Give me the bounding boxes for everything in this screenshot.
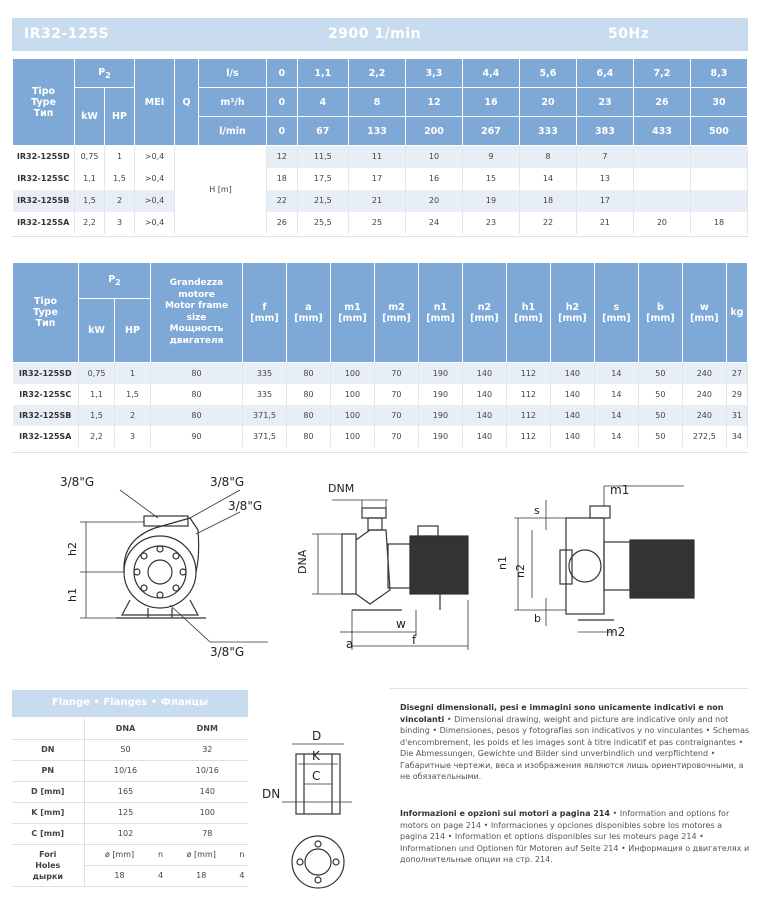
flow-lmin-1: 67	[297, 117, 348, 146]
flange-d-label: D	[312, 729, 322, 743]
table-row: IR32-125SC 1,1 1,5 >0,4 18 17,5 17 16 15 14 13	[13, 168, 748, 190]
col-kg: kg	[726, 263, 747, 363]
disclaimer-bold: Disegni dimensionali, pesi e immagini sono unicamente indicativi e non vincolanti	[400, 703, 724, 724]
f-label: f	[412, 633, 417, 647]
flow-m3h-1: 4	[297, 88, 348, 117]
flange-table	[12, 718, 248, 887]
m1-label: m1	[610, 483, 630, 497]
tipo-header: Tipo Type Тип	[13, 263, 79, 363]
flow-lmin-6: 383	[576, 117, 633, 146]
table-row: DN 50 32	[12, 739, 248, 760]
flow-m3h-7: 26	[633, 88, 690, 117]
col-h2: h2 [mm]	[550, 263, 594, 363]
kw-header: kW	[75, 88, 105, 146]
speed-title: 2900 1/min	[328, 26, 422, 42]
flange-drawing	[262, 722, 372, 902]
a-label: a	[346, 637, 354, 651]
col-w: w [mm]	[682, 263, 726, 363]
s-label: s	[534, 504, 540, 517]
col-m2: m2 [mm]	[374, 263, 418, 363]
col-dna: DNA	[84, 718, 167, 739]
g-label-3: 3/8"G	[228, 499, 263, 513]
table-row: IR32-125SA 2,2 3 >0,4 26 25,5 25 24 23 22 21 20 18	[13, 212, 748, 234]
unit-lmin: l/min	[199, 117, 267, 146]
flow-lmin-0: 0	[267, 117, 298, 146]
table-row: IR32-125SD 0,75 1 >0,4 H [m] 12 11,5 11 10 9 8 7	[13, 146, 748, 168]
flow-ls-0: 0	[267, 59, 298, 88]
flow-ls-4: 4,4	[462, 59, 519, 88]
col-m1: m1 [mm]	[330, 263, 374, 363]
flow-ls-1: 1,1	[297, 59, 348, 88]
table-row: IR32-125SA 2,2 3 90 371,5 80 100 70 190 140 112 140 14 50 272,5 34	[13, 426, 748, 447]
table-row: 18 4 18 4	[12, 865, 248, 886]
flange-c-label: C	[312, 769, 321, 783]
tipo-header: Tipo Type Тип	[13, 59, 75, 146]
side-view-drawing	[292, 470, 482, 670]
disclaimer-rest: • Dimensional drawing, weight and picture are indicative only and not binding • Dimensiones, pesos y fotografías son indicativos y no vinculantes • Schemas d'encombrement, les poids et les images sont à titre indicatif et pas contraignantes • Die Abmessungen, Gewichte und Bilder sind unverbindlich und verpflichtend • Габаритные чертежи, веса и изображения являются лишь ориентировочными, а не обязательными.	[400, 714, 750, 781]
n2-label: n2	[514, 564, 527, 578]
flow-ls-3: 3,3	[406, 59, 463, 88]
p2-header: $P_2$	[79, 263, 151, 299]
g-label-1: 3/8"G	[60, 475, 95, 489]
table-row: IR32-125SD 0,75 1 80 335 80 100 70 190 140 112 140 14 50 240 27	[13, 363, 748, 384]
frequency-title: 50Hz	[608, 26, 650, 42]
flow-ls-5: 5,6	[519, 59, 576, 88]
b-label: b	[534, 612, 541, 625]
col-a: a [mm]	[286, 263, 330, 363]
hp-header: HP	[115, 299, 151, 363]
mei-header: MEI	[135, 59, 175, 146]
motor-info-rest: • Information and options for motors on page 214 • Informaciones y opciones disponibles sobre los motores a pagina 214 • Information et options disponibles sur les moteurs page 214 • Informationen und Optionen für Motoren auf Seite 214 • Информация о двигателях и дополнительные опции на стр. 214.	[400, 809, 750, 864]
h2-label: h2	[66, 542, 79, 556]
top-view-drawing	[494, 470, 744, 670]
model-title: IR32-125S	[24, 26, 110, 42]
hp-header: HP	[105, 88, 135, 146]
flow-ls-6: 6,4	[576, 59, 633, 88]
flow-ls-2: 2,2	[349, 59, 406, 88]
col-f: f [mm]	[243, 263, 287, 363]
col-n2: n2 [mm]	[462, 263, 506, 363]
head-label: H [m]	[175, 146, 267, 234]
flow-m3h-0: 0	[267, 88, 298, 117]
flow-lmin-8: 500	[690, 117, 747, 146]
motor-info-bold: Informazioni e opzioni sui motori a pagina 214	[400, 809, 610, 818]
flow-ls-8: 8,3	[690, 59, 747, 88]
col-dnm: DNM	[167, 718, 248, 739]
dnm-label: DNM	[328, 482, 355, 495]
performance-table	[12, 58, 748, 234]
table-row: IR32-125SB 1,5 2 80 371,5 80 100 70 190 140 112 140 14 50 240 31	[13, 405, 748, 426]
table-row: C [mm] 102 78	[12, 823, 248, 844]
divider	[12, 452, 748, 453]
divider	[390, 688, 748, 689]
flange-title: Flange • Flanges • Фланцы	[12, 690, 248, 717]
flow-lmin-5: 333	[519, 117, 576, 146]
frame-header: Grandezza motore Motor frame size Мощность двигателя	[151, 263, 243, 363]
w-label: w	[396, 617, 406, 631]
table-row: D [mm] 165 140	[12, 781, 248, 802]
kw-header: kW	[79, 299, 115, 363]
col-s: s [mm]	[594, 263, 638, 363]
col-b: b [mm]	[638, 263, 682, 363]
table-row: PN 10/16 10/16	[12, 760, 248, 781]
flow-m3h-2: 8	[349, 88, 406, 117]
col-h1: h1 [mm]	[506, 263, 550, 363]
table-row: K [mm] 125 100	[12, 802, 248, 823]
col-n1: n1 [mm]	[418, 263, 462, 363]
front-view-drawing	[60, 470, 280, 670]
unit-ls: l/s	[199, 59, 267, 88]
unit-m3h: m³/h	[199, 88, 267, 117]
dimensions-table	[12, 262, 748, 447]
m2-label: m2	[606, 625, 626, 639]
flow-m3h-6: 23	[576, 88, 633, 117]
flow-ls-7: 7,2	[633, 59, 690, 88]
disclaimer-note	[400, 702, 750, 783]
n1-label: n1	[496, 556, 509, 570]
g-label-2: 3/8"G	[210, 475, 245, 489]
g-label-4: 3/8"G	[210, 645, 245, 659]
table-row: Fori Holes дырки ø [mm] n ø [mm] n	[12, 844, 248, 865]
flow-m3h-3: 12	[406, 88, 463, 117]
flange-dn-label: DN	[262, 787, 281, 801]
flow-lmin-2: 133	[349, 117, 406, 146]
q-header: Q	[175, 59, 199, 146]
flange-k-label: K	[312, 749, 320, 763]
table-row: IR32-125SB 1,5 2 >0,4 22 21,5 21 20 19 18 17	[13, 190, 748, 212]
flow-lmin-4: 267	[462, 117, 519, 146]
flow-m3h-4: 16	[462, 88, 519, 117]
flow-m3h-8: 30	[690, 88, 747, 117]
motor-info-note	[400, 808, 750, 866]
dna-label: DNA	[296, 549, 309, 574]
divider	[12, 236, 748, 237]
flow-lmin-3: 200	[406, 117, 463, 146]
flow-m3h-5: 20	[519, 88, 576, 117]
p2-header: $P_2$	[75, 59, 135, 88]
title-bar	[12, 18, 748, 51]
h1-label: h1	[66, 588, 79, 602]
table-row: IR32-125SC 1,1 1,5 80 335 80 100 70 190 140 112 140 14 50 240 29	[13, 384, 748, 405]
flow-lmin-7: 433	[633, 117, 690, 146]
